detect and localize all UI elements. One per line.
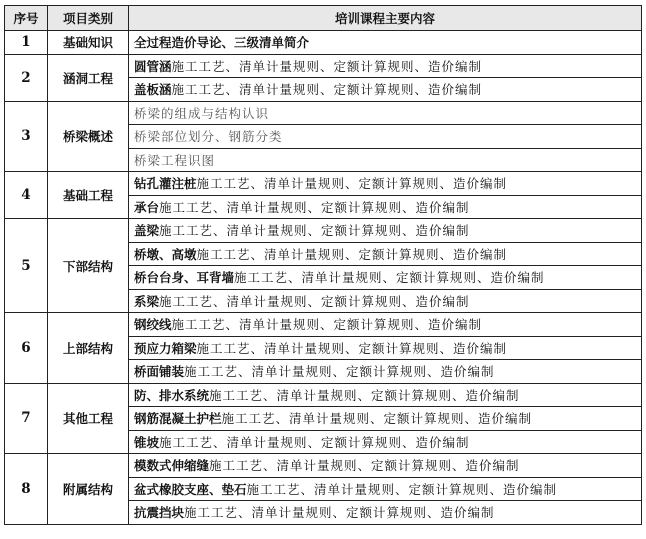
course-content-cell	[129, 336, 642, 360]
course-content-cell	[129, 313, 642, 337]
table-row	[5, 172, 642, 196]
course-detail: 施工工艺、清单计量规则、定额计算规则、造价编制	[159, 293, 470, 309]
course-detail: 施工工艺、清单计量规则、定额计算规则、造价编制	[159, 199, 470, 215]
row-number: 1	[5, 31, 48, 55]
course-topic: 锥坡	[134, 434, 160, 450]
header-category: 项目类别	[48, 6, 129, 31]
course-detail: 施工工艺、清单计量规则、定额计算规则、造价编制	[221, 411, 533, 427]
course-detail: 施工工艺、清单计量规则、定额计算规则、造价编制	[246, 481, 558, 497]
course-content-cell	[129, 477, 642, 501]
course-detail: 施工工艺、清单计量规则、定额计算规则、造价编制	[171, 82, 483, 98]
course-content-cell	[129, 125, 642, 149]
course-topic: 抗震挡块	[134, 505, 185, 521]
course-detail: 桥梁部位划分、钢筋分类	[134, 129, 283, 145]
course-content-cell	[129, 54, 642, 78]
course-topic: 模数式伸缩缝	[134, 458, 210, 474]
course-topic: 预应力箱梁	[134, 340, 197, 356]
course-detail: 施工工艺、清单计量规则、定额计算规则、造价编制	[184, 364, 495, 380]
table-row	[5, 219, 642, 243]
course-detail: 桥梁工程识图	[134, 152, 216, 168]
course-detail: 施工工艺、清单计量规则、定额计算规则、造价编制	[159, 223, 470, 239]
row-category: 附属结构	[48, 454, 129, 525]
course-content-cell	[129, 242, 642, 266]
course-detail: 施工工艺、清单计量规则、定额计算规则、造价编制	[171, 317, 483, 333]
course-detail: 施工工艺、清单计量规则、定额计算规则、造价编制	[159, 434, 470, 450]
course-topic: 防、排水系统	[134, 387, 210, 403]
course-content-cell	[129, 219, 642, 243]
course-detail: 施工工艺、清单计量规则、定额计算规则、造价编制	[209, 387, 520, 403]
row-number: 5	[5, 219, 48, 313]
course-topic: 全过程造价导论、三级清单简介	[134, 35, 310, 51]
row-category: 基础工程	[48, 172, 129, 219]
course-detail: 施工工艺、清单计量规则、定额计算规则、造价编制	[209, 458, 520, 474]
course-detail: 施工工艺、清单计量规则、定额计算规则、造价编制	[171, 58, 483, 74]
row-number: 6	[5, 313, 48, 384]
course-topic: 圆管涵	[134, 58, 172, 74]
course-topic: 承台	[134, 199, 160, 215]
course-content-cell	[129, 454, 642, 478]
course-content-cell	[129, 383, 642, 407]
course-topic: 盖板涵	[134, 82, 172, 98]
row-number: 4	[5, 172, 48, 219]
course-content-cell	[129, 430, 642, 454]
course-content-cell	[129, 101, 642, 125]
course-detail: 施工工艺、清单计量规则、定额计算规则、造价编制	[234, 270, 545, 286]
row-category: 下部结构	[48, 219, 129, 313]
course-topic: 桥墩、高墩	[134, 246, 197, 262]
table-row	[5, 313, 642, 337]
row-category: 涵洞工程	[48, 54, 129, 101]
course-topic: 桥面铺装	[134, 364, 185, 380]
course-content-cell	[129, 360, 642, 384]
course-detail: 施工工艺、清单计量规则、定额计算规则、造价编制	[196, 246, 508, 262]
course-content-cell	[129, 195, 642, 219]
course-topic: 钻孔灌注桩	[134, 176, 197, 192]
row-number: 3	[5, 101, 48, 172]
row-category: 上部结构	[48, 313, 129, 384]
header-no: 序号	[5, 6, 48, 31]
course-topic: 盆式橡胶支座、垫石	[134, 481, 247, 497]
course-topic: 钢筋混凝土护栏	[134, 411, 222, 427]
row-number: 2	[5, 54, 48, 101]
course-topic: 盖梁	[134, 223, 160, 239]
header-content: 培训课程主要内容	[129, 6, 642, 31]
course-content-cell	[129, 407, 642, 431]
course-table	[4, 5, 642, 525]
row-category: 其他工程	[48, 383, 129, 454]
table-body	[5, 31, 642, 525]
table-row	[5, 54, 642, 78]
row-number: 7	[5, 383, 48, 454]
course-topic: 钢绞线	[134, 317, 172, 333]
course-topic: 系梁	[134, 293, 160, 309]
course-detail: 施工工艺、清单计量规则、定额计算规则、造价编制	[184, 505, 495, 521]
course-content-cell	[129, 172, 642, 196]
course-detail: 桥梁的组成与结构认识	[134, 105, 270, 121]
course-content-cell	[129, 78, 642, 102]
row-category: 基础知识	[48, 31, 129, 55]
course-table-sheet	[4, 5, 641, 525]
row-category: 桥梁概述	[48, 101, 129, 172]
table-row	[5, 454, 642, 478]
course-content-cell	[129, 501, 642, 525]
table-row	[5, 383, 642, 407]
row-number: 8	[5, 454, 48, 525]
table-header	[5, 6, 642, 31]
course-content-cell	[129, 289, 642, 313]
course-content-cell	[129, 148, 642, 172]
course-detail: 施工工艺、清单计量规则、定额计算规则、造价编制	[196, 340, 508, 356]
course-content-cell	[129, 266, 642, 290]
course-content-cell	[129, 31, 642, 55]
course-topic: 桥台台身、耳背墙	[134, 270, 235, 286]
table-row	[5, 101, 642, 125]
table-row	[5, 31, 642, 55]
header-row	[5, 6, 642, 31]
course-detail: 施工工艺、清单计量规则、定额计算规则、造价编制	[196, 176, 508, 192]
